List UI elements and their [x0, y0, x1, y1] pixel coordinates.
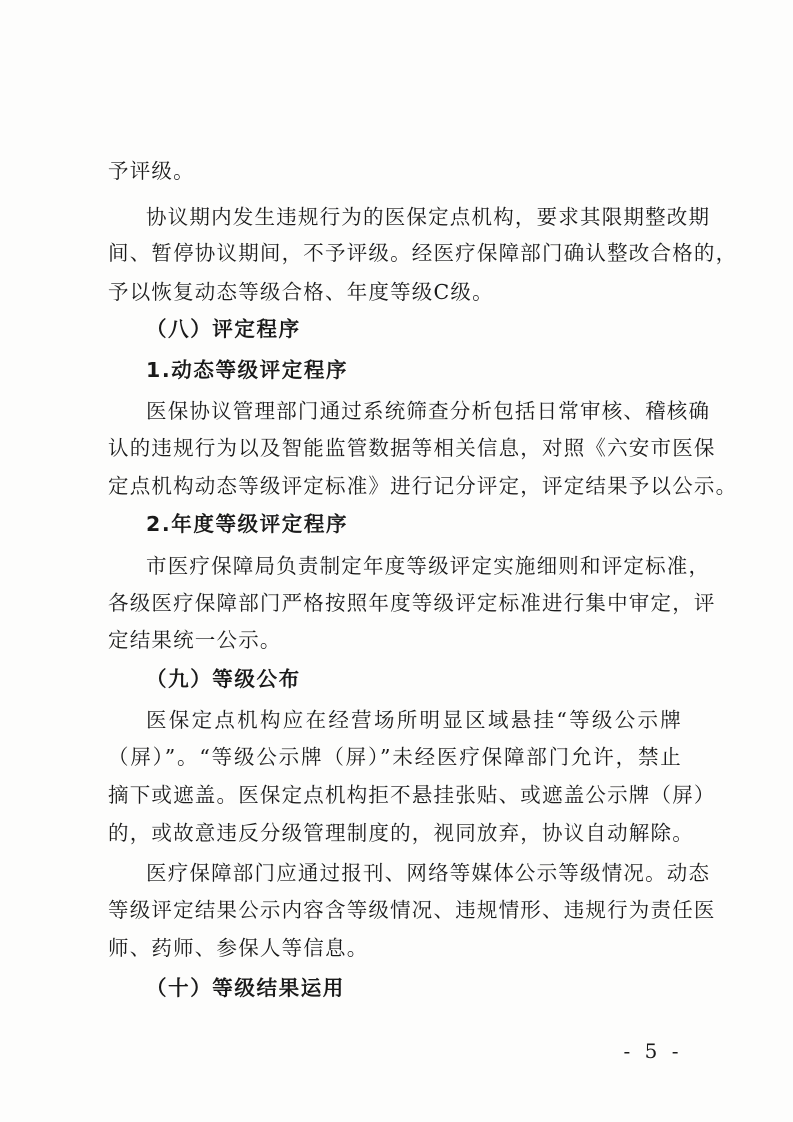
text-line-17: 摘下或遮盖。医保定点机构拒不悬挂张贴、或遮盖公示牌（屏）: [108, 783, 716, 807]
subsection-heading-1: 1.动态等级评定程序: [146, 358, 349, 382]
text-line-1: 予评级。: [108, 159, 195, 183]
section-heading-9: （九）等级公布: [146, 667, 301, 691]
text-line-7: 医保协议管理部门通过系统筛查分析包括日常审核、稽核确: [146, 399, 711, 423]
text-line-13: 定结果统一公示。: [108, 628, 282, 652]
text-line-4: 予以恢复动态等级合格、年度等级C级。: [108, 280, 494, 304]
text-line-16: （屏）”。“等级公示牌（屏）”未经医疗保障部门允许，禁止: [108, 745, 682, 769]
text-line-8: 认的违规行为以及智能监管数据等相关信息，对照《六安市医保: [108, 436, 716, 460]
section-heading-10: （十）等级结果运用: [146, 976, 345, 1000]
text-line-20: 等级评定结果公示内容含等级情况、违规情形、违规行为责任医: [108, 898, 716, 922]
text-line-3: 间、暂停协议期间，不予评级。经医疗保障部门确认整改合格的，: [108, 241, 738, 265]
text-line-19: 医疗保障部门应通过报刊、网络等媒体公示等级情况。动态: [146, 861, 711, 885]
text-line-21: 师、药师、参保人等信息。: [108, 936, 369, 960]
section-heading-8: （八）评定程序: [146, 317, 301, 341]
text-line-18: 的，或故意违反分级管理制度的，视同放弃，协议自动解除。: [108, 821, 694, 845]
text-line-11: 市医疗保障局负责制定年度等级评定实施细则和评定标准，: [146, 554, 711, 578]
text-line-12: 各级医疗保障部门严格按照年度等级评定标准进行集中审定，评: [108, 591, 716, 615]
page-number: - 5 -: [623, 1039, 683, 1063]
text-line-15: 医保定点机构应在经营场所明显区域悬挂“等级公示牌: [146, 708, 682, 732]
text-line-9: 定点机构动态等级评定标准》进行记分评定，评定结果予以公示。: [108, 474, 738, 498]
text-line-2: 协议期内发生违规行为的医保定点机构，要求其限期整改期: [146, 205, 711, 229]
subsection-heading-2: 2.年度等级评定程序: [146, 512, 349, 536]
